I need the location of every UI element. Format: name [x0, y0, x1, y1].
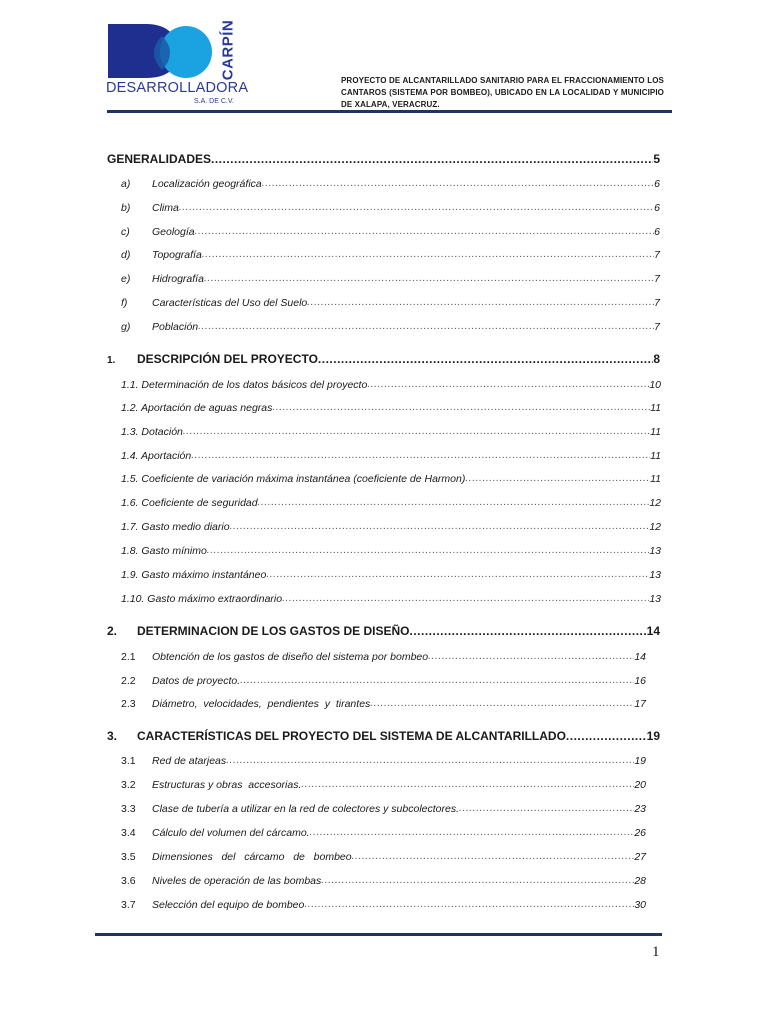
- toc-item[interactable]: 1.6. Coeficiente de seguridad ..... 12: [121, 496, 661, 509]
- dot-leader: [282, 592, 649, 605]
- dot-leader: [409, 624, 646, 638]
- toc-item[interactable]: 1.1. Determinación de los datos básicos del proyecto ..... 10: [121, 378, 661, 391]
- toc-item[interactable]: 2.2 Datos de proyecto. ..... 16: [121, 674, 646, 687]
- dot-leader: [204, 272, 654, 285]
- dot-leader: [301, 778, 634, 791]
- dot-leader: [230, 520, 650, 533]
- dot-leader: [183, 425, 650, 438]
- toc-item[interactable]: 3.3 Clase de tubería a utilizar en la red de colectores y subcolectores. ..... 23: [121, 802, 646, 815]
- toc-item[interactable]: 1.7. Gasto medio diario ..... 12: [121, 520, 661, 533]
- dot-leader: [370, 697, 634, 710]
- toc-item[interactable]: f) Características del Uso del Suelo ..... 7: [121, 296, 660, 309]
- dot-leader: [307, 296, 654, 309]
- toc-item[interactable]: 3.5 Dimensiones del cárcamo de bombeo ..... 27: [121, 850, 646, 863]
- toc-item[interactable]: d) Topografía ..... 7: [121, 248, 660, 261]
- dot-leader: [367, 378, 649, 391]
- toc-item[interactable]: a) Localización geográfica ..... 6: [121, 177, 660, 190]
- dot-leader: [179, 201, 654, 214]
- brand-sub: S.A. DE C.V.: [194, 98, 234, 105]
- toc-section-3[interactable]: 3. CARACTERÍSTICAS DEL PROYECTO DEL SISTEMA DE ALCANTARILLADO ..... 19: [107, 729, 660, 743]
- dot-leader: [566, 729, 647, 743]
- dot-leader: [202, 248, 654, 261]
- toc-item[interactable]: b) Clima ..... 6: [121, 201, 660, 214]
- toc-item[interactable]: 3.4 Cálculo del volumen del cárcamo. ..... 26: [121, 826, 646, 839]
- project-title: PROYECTO DE ALCANTARILLADO SANITARIO PARA EL FRACCIONAMIENTO LOS CANTAROS (SISTEMA POR BOMBEO), UBICADO EN LA LOCALIDAD Y MUNICIPIO DE XALAPA, VERACRUZ.: [341, 76, 664, 109]
- toc-item[interactable]: c) Geología ..... 6: [121, 225, 660, 238]
- dot-leader: [321, 874, 634, 887]
- dot-leader: [207, 544, 650, 557]
- brand-vertical: CARPÍN: [219, 19, 237, 81]
- dot-leader: [191, 449, 650, 462]
- dot-leader: [266, 568, 649, 581]
- toc-item[interactable]: 1.8. Gasto mínimo ..... 13: [121, 544, 661, 557]
- dot-leader: [318, 352, 653, 366]
- toc-item[interactable]: 1.10. Gasto máximo extraordinario ..... 13: [121, 592, 661, 605]
- toc-item[interactable]: 3.7 Selección del equipo de bombeo ..... 30: [121, 898, 646, 911]
- toc-item[interactable]: 3.2 Estructuras y obras accesorias. ..... 20: [121, 778, 646, 791]
- dot-leader: [198, 320, 654, 333]
- toc-item[interactable]: e) Hidrografía ..... 7: [121, 272, 660, 285]
- toc-section-1[interactable]: 1. DESCRIPCIÓN DEL PROYECTO ..... 8: [107, 352, 660, 366]
- toc-item[interactable]: 2.1 Obtención de los gastos de diseño del sistema por bombeo ..... 14: [121, 650, 646, 663]
- dot-leader: [240, 674, 634, 687]
- dot-leader: [352, 850, 635, 863]
- footer-divider: [95, 933, 662, 936]
- company-logo: [106, 19, 249, 105]
- dot-leader: [465, 472, 650, 485]
- page-number: 1: [652, 944, 660, 960]
- dot-leader: [428, 650, 634, 663]
- toc-item[interactable]: 2.3 Diámetro, velocidades, pendientes y tirantes ..... 17: [121, 697, 646, 710]
- dot-leader: [258, 496, 650, 509]
- dot-leader: [310, 826, 635, 839]
- dot-leader: [211, 152, 653, 166]
- dot-leader: [262, 177, 654, 190]
- header-divider: [107, 110, 672, 113]
- dot-leader: [272, 401, 650, 414]
- dot-leader: [226, 754, 634, 767]
- brand-name: DESARROLLADORA: [106, 80, 249, 96]
- toc-section-generalidades[interactable]: GENERALIDADES ..... 5: [107, 152, 660, 166]
- dot-leader: [459, 802, 634, 815]
- toc-item[interactable]: 3.6 Niveles de operación de las bombas ..... 28: [121, 874, 646, 887]
- dot-leader: [304, 898, 634, 911]
- toc-item[interactable]: 1.3. Dotación ..... 11: [121, 425, 661, 438]
- toc-item[interactable]: 1.2. Aportación de aguas negras ..... 11: [121, 401, 661, 414]
- dot-leader: [195, 225, 655, 238]
- logo-mark-icon: [106, 22, 218, 80]
- toc-item[interactable]: g) Población ..... 7: [121, 320, 660, 333]
- toc-item[interactable]: 1.5. Coeficiente de variación máxima instantánea (coeficiente de Harmon) ..... 11: [121, 472, 661, 485]
- toc-item[interactable]: 3.1 Red de atarjeas ..... 19: [121, 754, 646, 767]
- toc-item[interactable]: 1.4. Aportación ..... 11: [121, 449, 661, 462]
- toc-section-2[interactable]: 2. DETERMINACION DE LOS GASTOS DE DISEÑO ..... 14: [107, 624, 660, 638]
- toc-item[interactable]: 1.9. Gasto máximo instantáneo ..... 13: [121, 568, 661, 581]
